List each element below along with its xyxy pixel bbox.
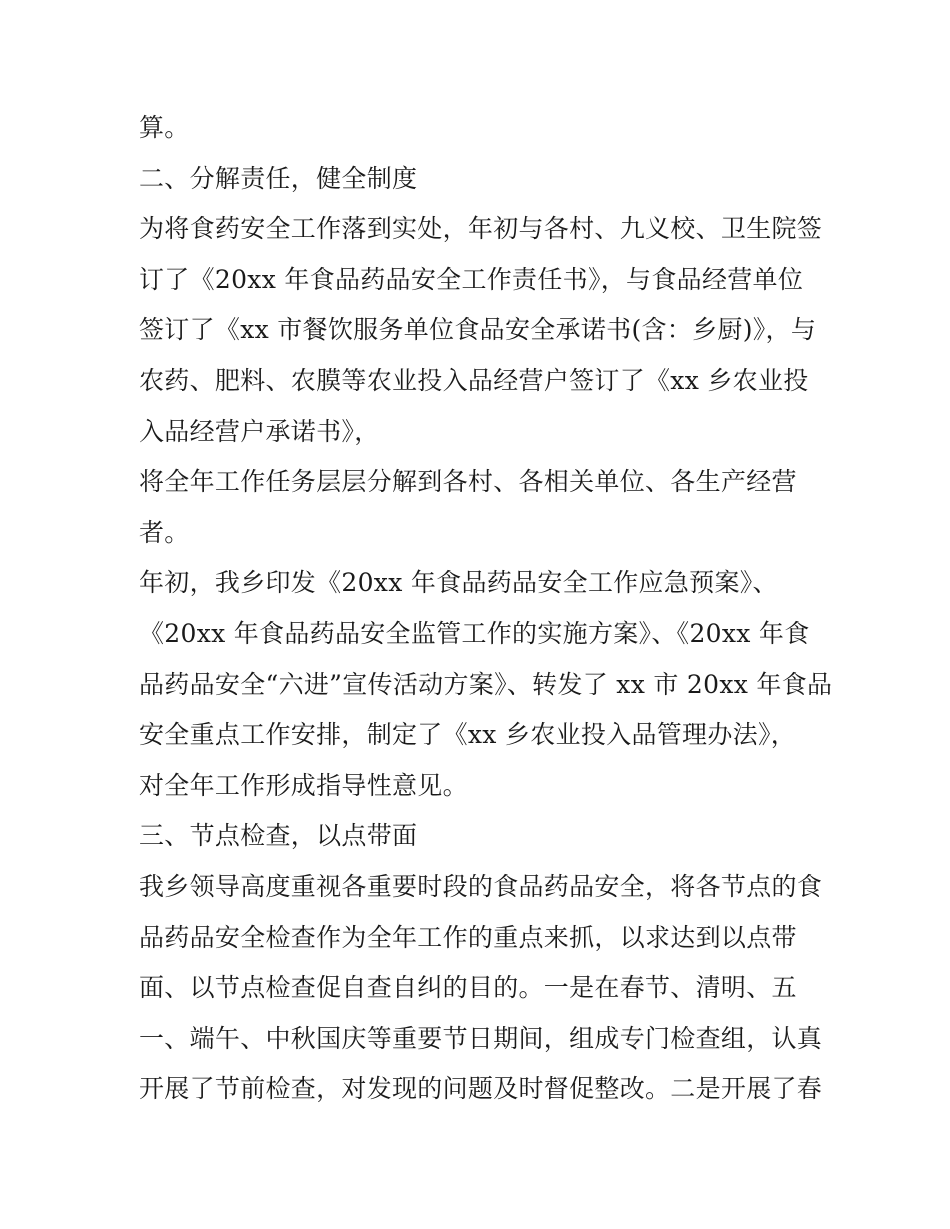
text-line: 将全年工作任务层层分解到各村、各相关单位、各生产经营 xyxy=(139,467,797,497)
text-line: 农药、肥料、农膜等农业投入品经营户签订了《xx 乡农业投 xyxy=(139,365,809,395)
text-line: 面、以节点检查促自查自纠的目的。一是在春节、清明、五 xyxy=(139,973,797,1003)
text-line: 签订了《xx 市餐饮服务单位食品安全承诺书(含：乡厨)》，与 xyxy=(139,315,817,345)
text-line: 年初，我乡印发《20xx 年食品药品安全工作应急预案》、 xyxy=(139,568,778,598)
text-line: 者。 xyxy=(139,517,190,547)
text-line: 为将食药安全工作落到实处，年初与各村、九义校、卫生院签 xyxy=(139,214,823,244)
text-line: 开展了节前检查，对发现的问题及时督促整改。二是开展了春 xyxy=(139,1074,823,1104)
document-body xyxy=(139,103,833,1115)
text-line: 《20xx 年食品药品安全监管工作的实施方案》、《20xx 年食 xyxy=(139,618,810,648)
text-line: 订了《20xx 年食品药品安全工作责任书》，与食品经营单位 xyxy=(139,264,804,294)
text-line: 对全年工作形成指导性意见。 xyxy=(139,770,468,800)
section-heading: 二、分解责任，健全制度 xyxy=(139,163,418,193)
text-line: 一、端午、中秋国庆等重要节日期间，组成专门检查组，认真 xyxy=(139,1023,823,1053)
text-line: 算。 xyxy=(139,113,190,142)
text-line: 我乡领导高度重视各重要时段的食品药品安全，将各节点的食 xyxy=(139,871,823,901)
text-line: 安全重点工作安排，制定了《xx 乡农业投入品管理办法》， xyxy=(139,720,797,750)
text-line: 入品经营户承诺书》， xyxy=(139,416,380,446)
section-heading: 三、节点检查，以点带面 xyxy=(139,821,418,851)
text-line: 品药品安全检查作为全年工作的重点来抓，以求达到以点带 xyxy=(139,922,797,952)
text-line: 品药品安全“六进”宣传活动方案》、转发了 xx 市 20xx 年食品 xyxy=(139,669,833,699)
